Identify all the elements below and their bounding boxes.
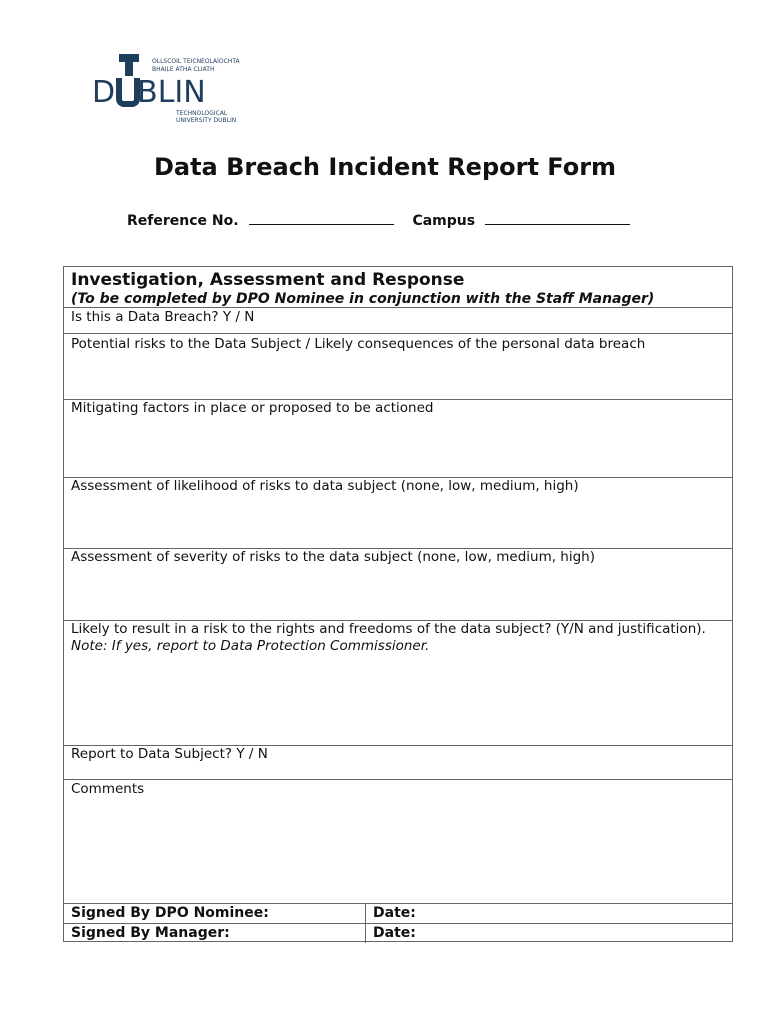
logo-t-stem bbox=[125, 54, 133, 76]
dpo-signature-label: Signed By DPO Nominee: bbox=[71, 905, 269, 921]
dpo-signature-field[interactable] bbox=[64, 904, 366, 923]
manager-date-label: Date: bbox=[373, 925, 416, 941]
comments-row[interactable] bbox=[64, 780, 732, 904]
potential-risks-label: Potential risks to the Data Subject / Likely consequences of the personal data breach bbox=[71, 336, 646, 352]
severity-label: Assessment of severity of risks to the data subject (none, low, medium, high) bbox=[71, 549, 596, 565]
logo-irish-name: OLLSCOIL TEICNEOLAÍOCHTA BHAILE ÁTHA CLIATH bbox=[152, 58, 240, 73]
is-breach-row[interactable] bbox=[64, 308, 732, 334]
reference-label: Reference No. bbox=[127, 213, 239, 229]
logo-wordmark: D BLIN bbox=[92, 75, 206, 110]
report-subject-label: Report to Data Subject? Y / N bbox=[71, 746, 268, 762]
rights-risk-note: Note: If yes, report to Data Protection Commissioner. bbox=[71, 638, 430, 654]
is-breach-label: Is this a Data Breach? Y / N bbox=[71, 309, 255, 325]
manager-signature-label: Signed By Manager: bbox=[71, 925, 230, 941]
page-title: Data Breach Incident Report Form bbox=[153, 153, 617, 181]
campus-field[interactable] bbox=[485, 212, 630, 225]
mitigating-factors-row[interactable] bbox=[64, 400, 732, 478]
manager-date-field[interactable] bbox=[366, 924, 732, 943]
dpo-date-label: Date: bbox=[373, 905, 416, 921]
likelihood-label: Assessment of likelihood of risks to data subject (none, low, medium, high) bbox=[71, 478, 579, 494]
report-subject-row[interactable] bbox=[64, 746, 732, 780]
section-subheading: (To be completed by DPO Nominee in conjunction with the Staff Manager) bbox=[71, 291, 655, 307]
likelihood-row[interactable] bbox=[64, 478, 732, 549]
potential-risks-row[interactable] bbox=[64, 334, 732, 400]
rights-risk-label: Likely to result in a risk to the rights and freedoms of the data subject? (Y/N and justification). bbox=[71, 621, 706, 637]
report-form-table bbox=[63, 266, 733, 942]
reference-line bbox=[127, 212, 630, 229]
dpo-date-field[interactable] bbox=[366, 904, 732, 923]
logo-english-name: TECHNOLOGICAL UNIVERSITY DUBLIN bbox=[176, 110, 237, 124]
manager-signature-row bbox=[64, 924, 732, 943]
reference-field[interactable] bbox=[249, 212, 394, 225]
severity-row[interactable] bbox=[64, 549, 732, 621]
mitigating-label: Mitigating factors in place or proposed to be actioned bbox=[71, 400, 434, 416]
section-header-row bbox=[64, 267, 732, 308]
tu-dublin-logo bbox=[92, 52, 242, 124]
comments-label: Comments bbox=[71, 781, 145, 797]
manager-signature-field[interactable] bbox=[64, 924, 366, 943]
rights-risk-row[interactable] bbox=[64, 621, 732, 746]
campus-label: Campus bbox=[412, 213, 476, 229]
dpo-signature-row bbox=[64, 904, 732, 924]
section-heading: Investigation, Assessment and Response bbox=[71, 270, 465, 290]
